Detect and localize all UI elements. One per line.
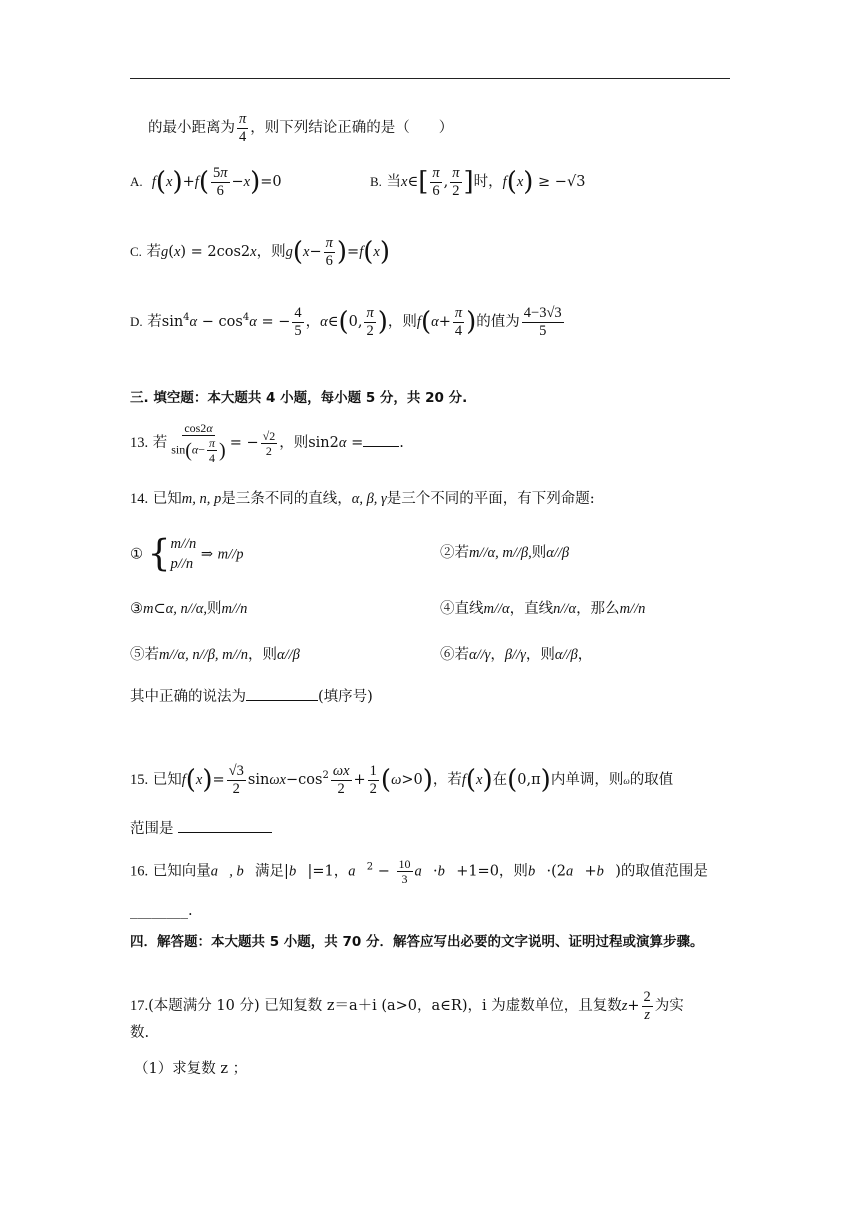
q14-tail: 其中正确的说法为 (填序号) — [130, 689, 373, 705]
option-b: B. 当x∈[ $\frac{\pi}{6}$ , $\frac{\pi}{2}$ ]时，f(x) ≥ −√3 — [370, 165, 586, 199]
question-15: 15. 已知f(x)= $\frac{√3}{2}$ $\sin\omega x-\cos^2$ $\frac{\omega x}{2}$ + $\frac{1}{2}$ (ω>0)，若f(x)在(0,π)内单调，则ω的取值 — [130, 763, 674, 797]
q14-item-1: ① { m//n p//n ⇒ m//p — [130, 533, 244, 575]
question-14-stem: 14. 已知m, n, p是三条不同的直线，α, β, γ是三个不同的平面，有下列命题: — [130, 491, 595, 507]
section4-heading: 四．解答题：本大题共 5 小题，共 70 分．解答应写出必要的文字说明、证明过程或演算步骤。 — [130, 934, 704, 950]
section3-heading: 三. 填空题：本大题共 4 小题，每小题 5 分，共 20 分. — [130, 390, 468, 406]
option-c: C. 若g(x) = 2cos2x，则g(x− $\frac{\pi}{6}$ )=f(x) — [130, 235, 390, 269]
question-13: 13. 若 cos2α sin(α− $\frac{\pi}{4}$ ) = − $\frac{√2}{2}$ ，则sin2α = . — [130, 421, 404, 465]
q14-item-4: ④直线m//α，直线n//α，那么m//n — [440, 601, 646, 617]
q17-cont: 数. — [130, 1025, 150, 1041]
q14-item-6: ⑥若α//γ，β//γ，则α//β， — [440, 647, 593, 663]
option-d: D. 若$\sin^4\alpha - \cos^4\alpha$ = − $\frac{4}{5}$ ，α∈(0, $\frac{\pi}{2}$ )，则f(α+ $\frac{\pi}{4}$ )的值为 $\frac{4-3√3}{5}$ — [130, 305, 562, 339]
intro-text-a: 的最小距离为 — [148, 120, 235, 136]
intro-line: 的最小距离为 $\frac{\pi}{4}$ ，则下列结论正确的是（ ） — [148, 111, 454, 145]
q17-sub1: （1）求复数 z ； — [134, 1061, 248, 1077]
q14-item-2: ②若m//α, m//β,则α//β — [440, 545, 570, 561]
intro-text-b: ，则下列结论正确的是（ ） — [250, 120, 454, 136]
header-rule — [130, 78, 730, 79]
question-16: 16. 已知向量a⃗, b⃗满足|b⃗|=1，a⃗$^2$ − $\frac{10}{3}$ a⃗·b⃗+1=0，则b⃗·(2a⃗+b⃗)的取值范围是 — [130, 857, 708, 886]
q16-tail: ________. — [130, 903, 193, 919]
q14-item-3: ③m⊂α, n//α,则m//n — [130, 601, 248, 617]
q14-item-5: ⑤若m//α, n//β, m//n，则α//β — [130, 647, 300, 663]
question-17: 17.(本题满分 10 分) 已知复数 z＝a＋i (a>0，a∈R)，i 为虚数单位，且复数z+ $\frac{2}{z}$ 为实 — [130, 989, 684, 1023]
q15-tail: 范围是 — [130, 822, 272, 837]
option-a: A. f(x)+f( $\frac{5\pi}{6}$ −x)=0 — [130, 165, 282, 199]
